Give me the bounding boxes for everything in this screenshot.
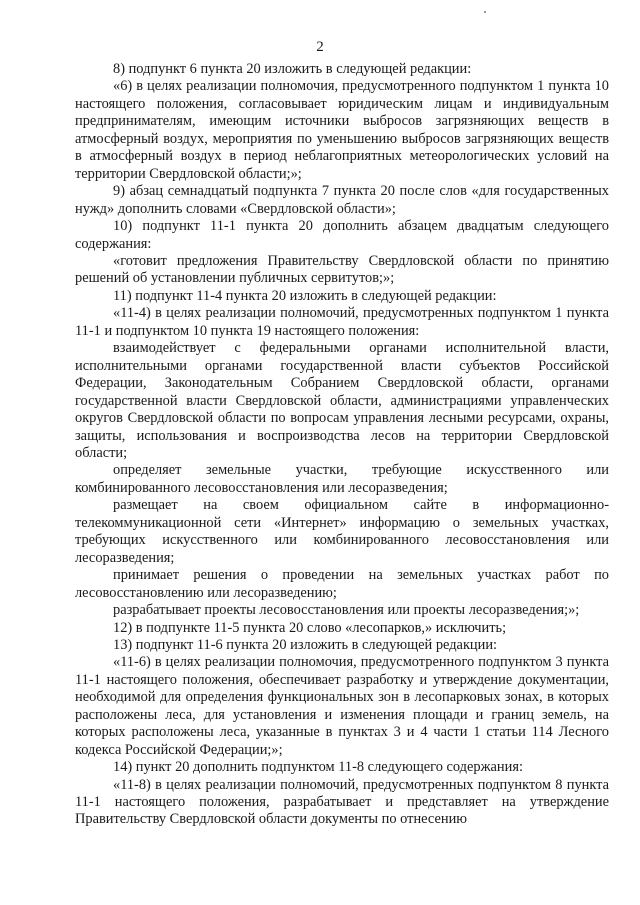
paragraph-item-12: 12) в подпункте 11-5 пункта 20 слово «лесопарков,» исключить; [113, 619, 507, 636]
page-number: 2 [316, 39, 324, 55]
paragraph-item-8: 8) подпункт 6 пункта 20 изложить в следующей редакции: [113, 61, 472, 77]
paragraph-subitem-11-6-text: «11-6) в целях реализации полномочия, предусмотренного подпунктом 3 пункта 11-1 настоящего положения, обеспечивает разработку и утверждение документации, необходимой для определения функциональных зон в лесопарковых зонах, в которых расположены леса, для установления и изменения площади и границ земель, на которых расположены леса, указанные в пунктах 3 и 4 части 1 статьи 114 Лесного кодекса Российской Федерации;»; [75, 654, 609, 758]
paragraph-decides: принимает решения о проведении на земельных участках работ по лесовосстановлению или лесоразведению; [75, 567, 609, 601]
paragraph-subitem-11-8-text: «11-8) в целях реализации полномочий, предусмотренных подпунктом 8 пункта 11-1 настоящего положения, разрабатывает и представляет на утверждение Правительству Свердловской области документы по отнесению [75, 776, 609, 828]
paragraph-publishes: размещает на своем официальном сайте в информационно-телекоммуникационной сети «Интернет» информацию о земельных участках, требующих искусственного или комбинированного лесовосстановления или лесоразведения; [75, 497, 609, 566]
paragraph-interaction: взаимодействует с федеральными органами исполнительной власти, исполнительными органами государственной власти субъектов Российской Федерации, Законодательным Собранием Свердловской области, органами государственной власти Свердловской области, администрациями управленческих округов Свердловской области по вопросам управления лесными ресурсами, охраны, защиты, использования и воспроизводства лесов на территории Свердловской области; [75, 340, 609, 461]
scan-speck [484, 11, 486, 13]
paragraph-item-13: 13) подпункт 11-6 пункта 20 изложить в следующей редакции: [113, 636, 498, 653]
paragraph-item-10: 10) подпункт 11-1 пункта 20 дополнить абзацем двадцатым следующего содержания: [75, 218, 609, 252]
paragraph-item-9: 9) абзац семнадцатый подпункта 7 пункта 20 после слов «для государственных нужд» дополнить словами «Свердловской области»; [75, 183, 609, 217]
paragraph-subitem-11-4-text: «11-4) в целях реализации полномочий, предусмотренных подпунктом 1 пункта 11-1 и подпунктом 10 пункта 19 настоящего положения: [75, 305, 609, 339]
paragraph-develops: разрабатывает проекты лесовосстановления или проекты лесоразведения;»; [113, 602, 580, 619]
paragraph-item-11: 11) подпункт 11-4 пункта 20 изложить в следующей редакции: [113, 287, 497, 304]
paragraph-determines: определяет земельные участки, требующие искусственного или комбинированного лесовосстановления или лесоразведения; [75, 462, 609, 496]
paragraph-subitem-6-text: «6) в целях реализации полномочия, предусмотренного подпунктом 1 пункта 10 настоящего положения, согласовывает юридическим лицам и индивидуальным предпринимателям, имеющим источники выбросов загрязняющих веществ в атмосферный воздух, мероприятия по уменьшению выбросов загрязняющих веществ в атмосферный воздух в период неблагоприятных метеорологических условий на территории Свердловской области;»; [75, 78, 609, 182]
document-body [75, 61, 609, 829]
paragraph-item-10-text: «готовит предложения Правительству Свердловской области по принятию решений об установлении публичных сервитутов;»; [75, 252, 609, 287]
paragraph-item-14: 14) пункт 20 дополнить подпунктом 11-8 следующего содержания: [113, 759, 523, 776]
